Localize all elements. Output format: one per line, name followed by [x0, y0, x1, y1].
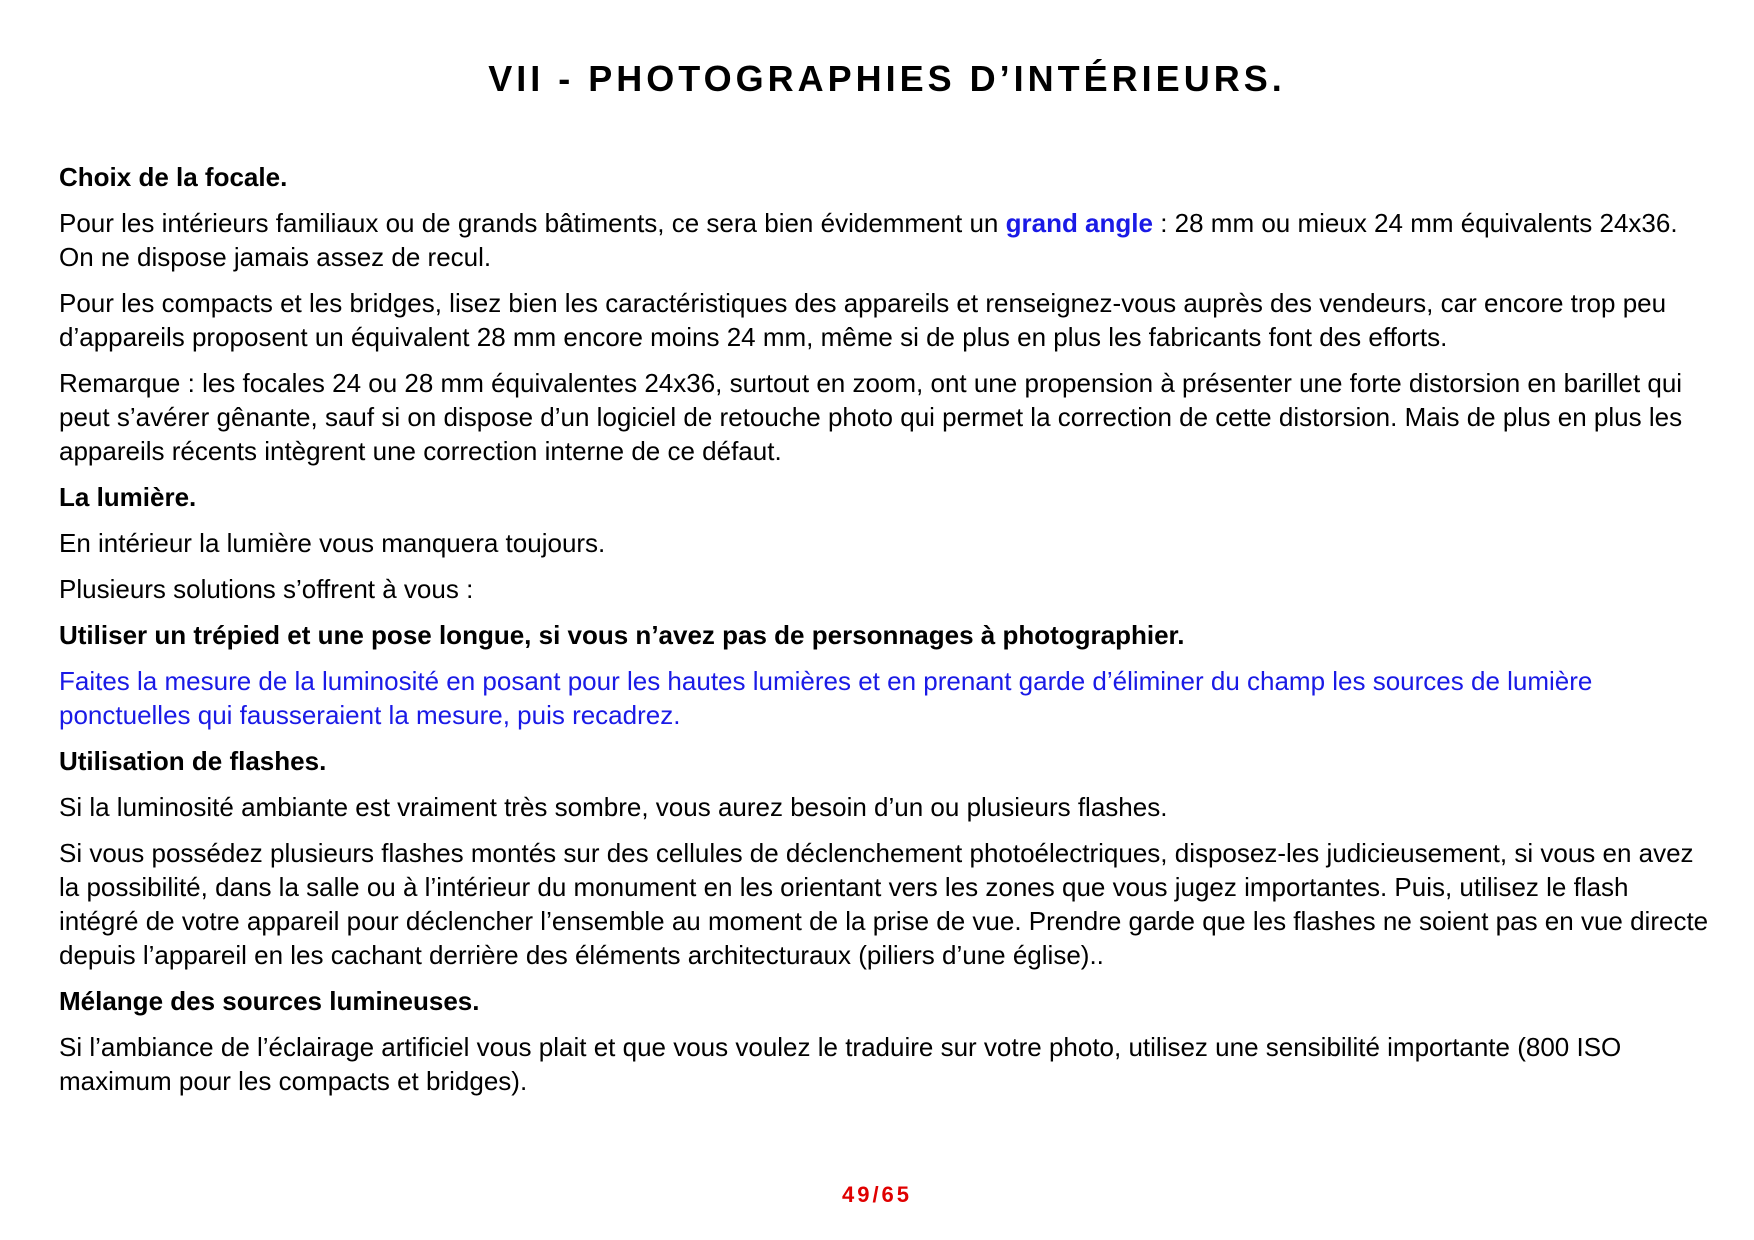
page-title: VII - PHOTOGRAPHIES D’INTÉRIEURS.: [488, 58, 1286, 99]
heading-lumiere: La lumière.: [59, 482, 197, 512]
heading-melange: Mélange des sources lumineuses.: [59, 986, 480, 1016]
text-segment: : 28 mm ou mieux 24 mm équivalents 24x36. On ne dispose jamais assez de recul.: [59, 208, 1678, 272]
grand-angle-link[interactable]: grand angle: [1005, 208, 1153, 238]
paragraph-lumiere-1: En intérieur la lumière vous manquera toujours.: [59, 528, 606, 558]
heading-trepied: Utiliser un trépied et une pose longue, si vous n’avez pas de personnages à photographier.: [59, 620, 1185, 650]
paragraph-focale-2: Pour les compacts et les bridges, lisez bien les caractéristiques des appareils et renseignez-vous auprès des vendeurs, car encore trop peu d’appareils proposent un équivalent 28 mm encore moins 24 mm, même si de plus en plus les fabricants font des efforts.: [59, 288, 1667, 352]
heading-flashes: Utilisation de flashes.: [59, 746, 327, 776]
paragraph-focale-remarque: Remarque : les focales 24 ou 28 mm équivalentes 24x36, surtout en zoom, ont une propension à présenter une forte distorsion en barillet qui peut s’avérer gênante, sauf si on dispose d’un logiciel de retouche photo qui permet la correction de cette distorsion. Mais de plus en plus les appareils récents intègrent une correction interne de ce défaut.: [59, 368, 1683, 466]
paragraph-flashes-1: Si la luminosité ambiante est vraiment très sombre, vous aurez besoin d’un ou plusieurs flashes.: [59, 792, 1168, 822]
heading-focale: Choix de la focale.: [59, 162, 288, 192]
page-content: [59, 160, 1709, 1110]
paragraph-focale-1: [59, 206, 1709, 274]
paragraph-flashes-2: Si vous possédez plusieurs flashes montés sur des cellules de déclenchement photoélectriques, disposez-les judicieusement, si vous en avez la possibilité, dans la salle ou à l’intérieur du monument en les orientant vers les zones que vous jugez importantes. Puis, utilisez le flash intégré de votre appareil pour déclencher l’ensemble au moment de la prise de vue. Prendre garde que les flashes ne soient pas en vue directe depuis l’appareil en les cachant derrière des éléments architecturaux (piliers d’une église)..: [59, 838, 1709, 970]
paragraph-trepied-1: Faites la mesure de la luminosité en posant pour les hautes lumières et en prenant garde d’éliminer du champ les sources de lumière ponctuelles qui fausseraient la mesure, puis recadrez.: [59, 666, 1593, 730]
page-number: 49/65: [841, 1182, 913, 1207]
paragraph-lumiere-2: Plusieurs solutions s’offrent à vous :: [59, 574, 474, 604]
text-segment: Pour les intérieurs familiaux ou de grands bâtiments, ce sera bien évidemment un: [59, 208, 1006, 238]
paragraph-melange-1: Si l’ambiance de l’éclairage artificiel vous plait et que vous voulez le traduire sur votre photo, utilisez une sensibilité importante (800 ISO maximum pour les compacts et bridges).: [59, 1032, 1622, 1096]
